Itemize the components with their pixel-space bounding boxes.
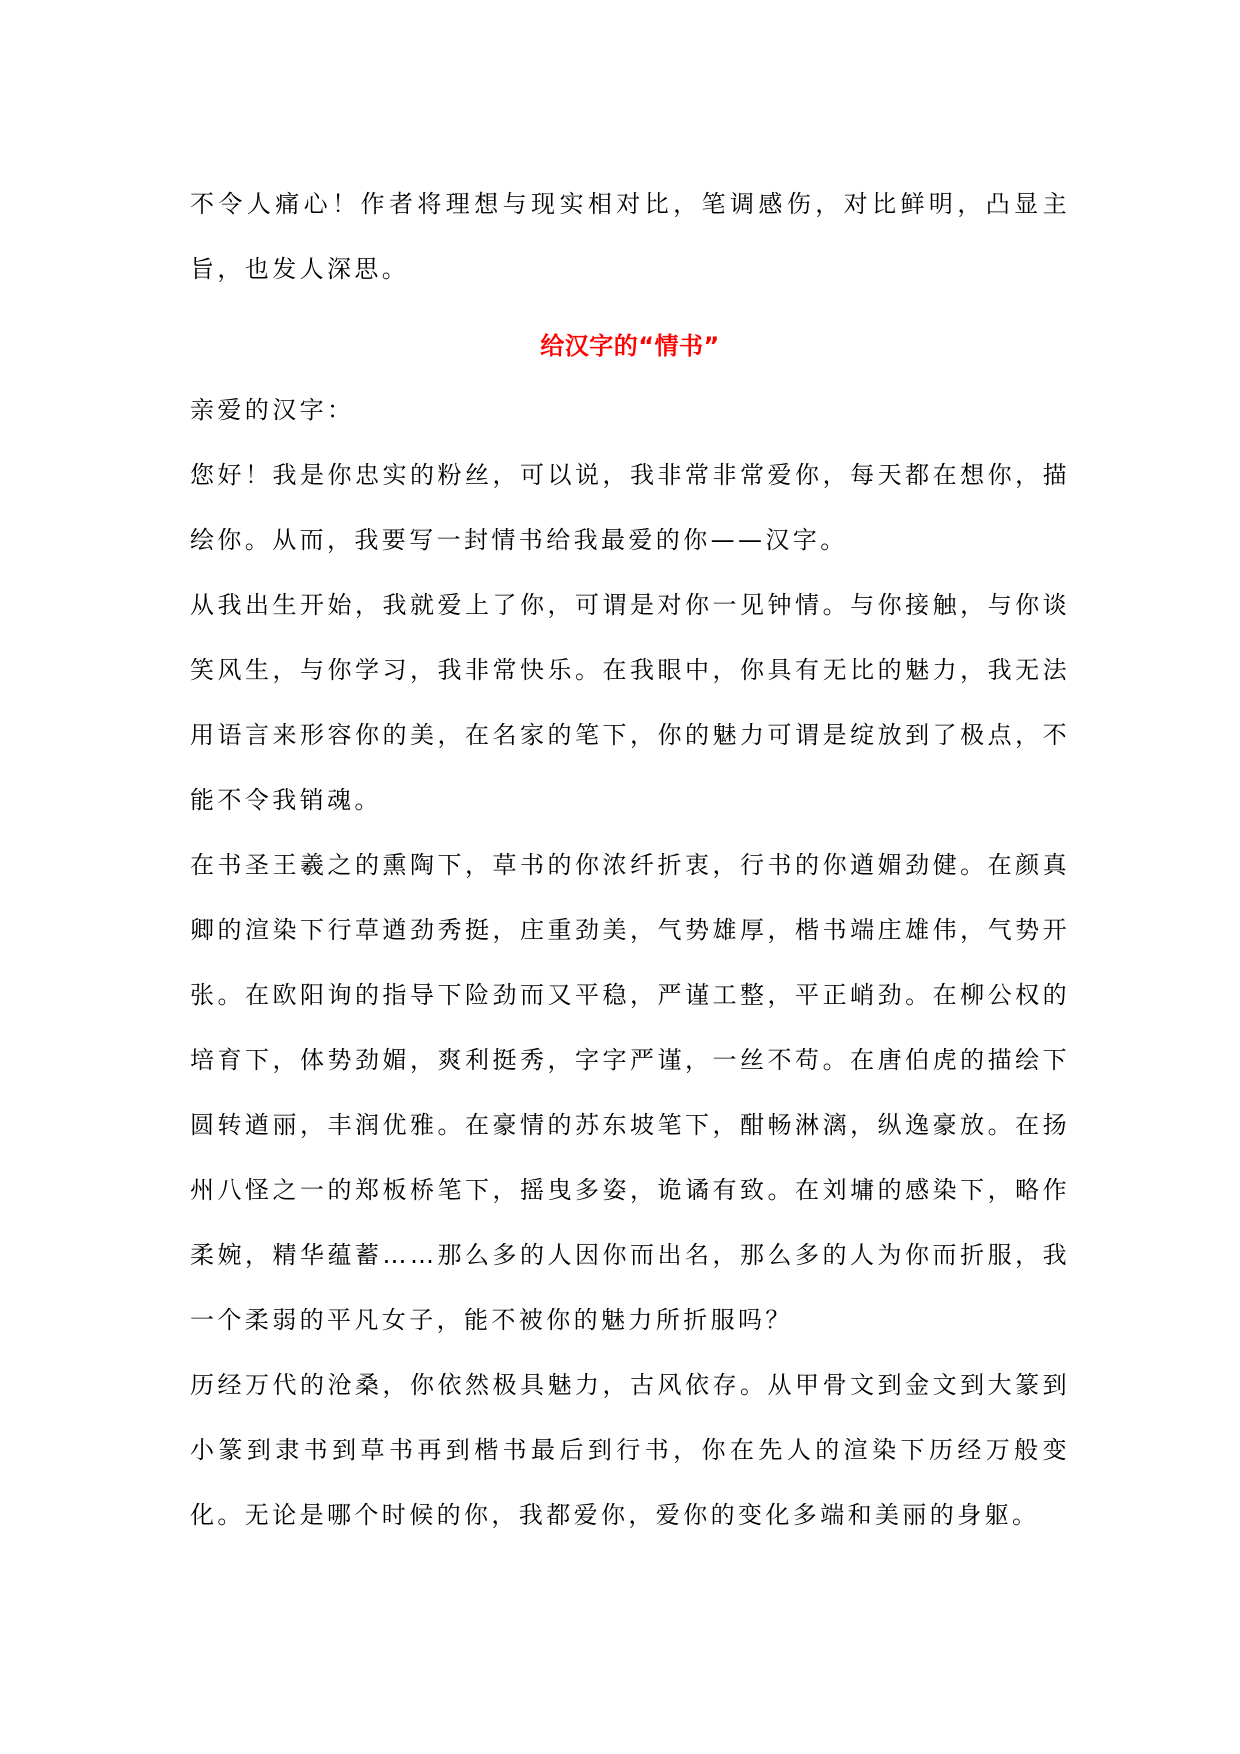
body-paragraph-1: 您好！我是你忠实的粉丝，可以说，我非常非常爱你，每天都在想你，描绘你。从而，我要写一封情书给我最爱的你——汉字。 (190, 461, 1070, 554)
intro-paragraph: 不令人痛心！作者将理想与现实相对比，笔调感伤，对比鲜明，凸显主旨，也发人深思。 (190, 190, 1070, 283)
body-paragraph-2: 从我出生开始，我就爱上了你，可谓是对你一见钟情。与你接触，与你谈笑风生，与你学习，我非常快乐。在我眼中，你具有无比的魅力，我无法用语言来形容你的美，在名家的笔下，你的魅力可谓是绽放到了极点，不能不令我销魂。 (190, 591, 1070, 814)
essay-title: 给汉字的“情书” (540, 332, 720, 360)
body-paragraph-3: 在书圣王羲之的熏陶下，草书的你浓纤折衷，行书的你遒媚劲健。在颜真卿的渲染下行草遒劲秀挺，庄重劲美，气势雄厚，楷书端庄雄伟，气势开张。在欧阳询的指导下险劲而又平稳，严谨工整，平正峭劲。在柳公权的培育下，体势劲媚，爽利挺秀，字字严谨，一丝不苟。在唐伯虎的描绘下圆转遒丽，丰润优雅。在豪情的苏东坡笔下，酣畅淋漓，纵逸豪放。在扬州八怪之一的郑板桥笔下，摇曳多姿，诡谲有致。在刘墉的感染下，略作柔婉，精华蕴蓄……那么多的人因你而出名，那么多的人为你而折服，我一个柔弱的平凡女子，能不被你的魅力所折服吗？ (190, 851, 1070, 1334)
body-paragraph-4: 历经万代的沧桑，你依然极具魅力，古风依存。从甲骨文到金文到大篆到小篆到隶书到草书再到楷书最后到行书，你在先人的渲染下历经万般变化。无论是哪个时候的你，我都爱你，爱你的变化多端和美丽的身躯。 (190, 1371, 1070, 1529)
document-body (190, 172, 1070, 1548)
salutation: 亲爱的汉字： (190, 396, 355, 424)
